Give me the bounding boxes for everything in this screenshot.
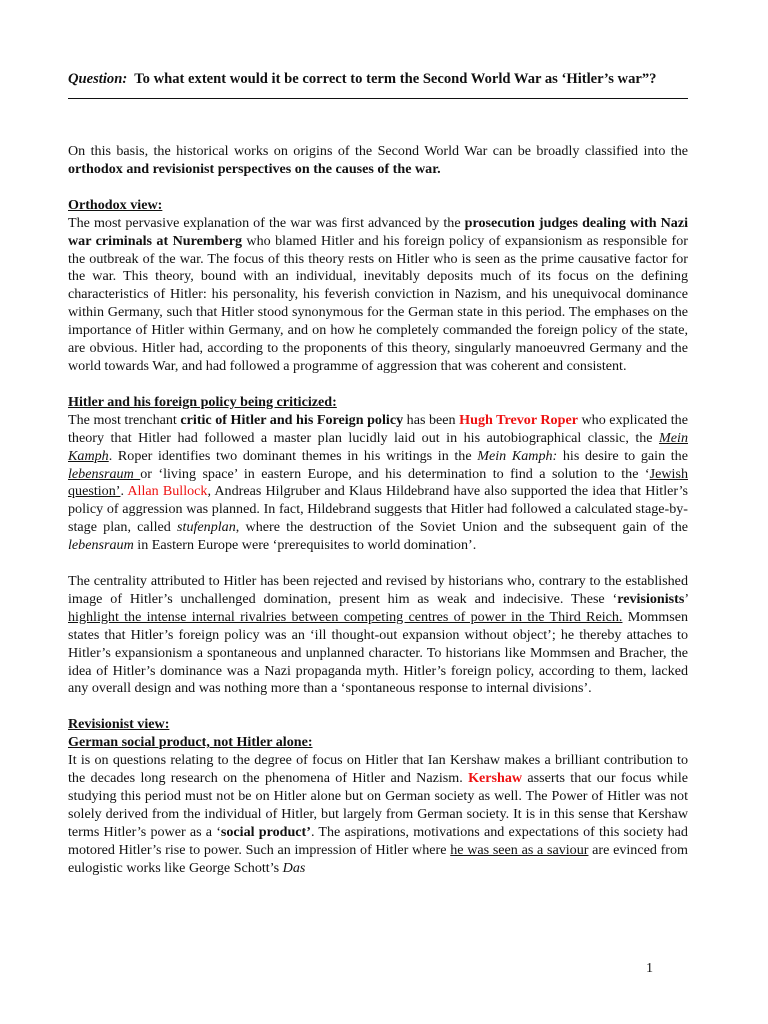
orthodox-text-cont: who blamed Hitler and his foreign policy of expansionism as responsible for the outbreak of the war. The focus of this theory rests on Hitler who is seen as the prime causative factor for the war. This theory, bound with an individual, inevitably deposits much of its focus on the defining characteristics of Hitler: his personality, his feverish conviction in Nazism, and his unequivocal dominance within Germany, such that Hitler stood synonymous for the German state in this period. The emphases on the importance of Hitler within Germany, and on how he completely commanded the foreign policy of the state, are obvious. Hitler had, according to the proponents of this theory, singularly manoeuvred Germany and the world towards War, and had followed a programme of aggression that was coherent and consistent.: [68, 232, 688, 374]
revisionist-section: [68, 716, 688, 877]
term-jewish-question: Jewish question’: [68, 465, 688, 500]
book-title-mein-kamph-italic: Mein Kamph:: [477, 447, 558, 464]
criticized-text: , Andreas Hilgruber and Klaus Hildebrand have also supported the idea that Hitler’s policy of aggression was planned. In fact, Hildebrand suggests that Hitler had followed a calculated stage-by-stage plan, called: [68, 483, 688, 536]
criticized-section: [68, 394, 688, 555]
term-revisionists: revisionists: [617, 590, 685, 607]
criticized-text: his desire to gain the: [557, 447, 688, 464]
page-number: 1: [646, 960, 654, 976]
intro-paragraph: [68, 143, 688, 179]
criticized-text: has been: [403, 411, 460, 428]
orthodox-text: The most pervasive explanation of the war was first advanced by the: [68, 214, 465, 231]
highlight-allan-bullock: Allan Bullock: [127, 483, 208, 500]
centrality-text: Mommsen states that Hitler’s foreign policy was an ‘ill thought-out expansion without object’; he thereby attaches to Hitler’s expansionism a spontaneous and unplanned character. To historians like Mommsen and Bracher, the idea of Hitler’s dominance was a Nazi propaganda myth. Hitler’s foreign policy, according to them, lacked any overall design and was nothing more than a ‘spontaneous response to internal divisions’.: [68, 608, 688, 697]
question-label: Question:: [68, 71, 128, 87]
orthodox-bold-text: prosecution judges dealing with Nazi war criminals at Nuremberg: [68, 214, 688, 249]
term-social-product: social product’: [220, 823, 311, 840]
intro-text: On this basis, the historical works on origins of the Second World War can be broadly classified into the: [68, 143, 688, 159]
term-stufenplan: stufenplan: [177, 519, 236, 536]
revisionist-heading: Revisionist view:: [68, 716, 170, 733]
revisionist-text: are evinced from eulogistic works like George Schott’s: [68, 841, 689, 876]
centrality-underlined-text: highlight the intense internal rivalries between competing centres of power in the Third Reich.: [68, 608, 623, 625]
criticized-text: or ‘living space’ in eastern Europe, and his determination to find a solution to the ‘: [140, 465, 650, 482]
criticized-text: , where the destruction of the Soviet Union and the subsequent gain of the: [235, 519, 689, 536]
revisionist-text: asserts that our focus while studying this period must not be on Hitler alone but on German society as well. The Power of Hitler was not solely derived from the individual of Hitler, but largely from German society. It is in this sense that Kershaw terms Hitler’s power as a ‘: [68, 770, 689, 840]
revisionist-underlined-text: he was seen as a saviour: [450, 841, 589, 858]
criticized-text: who explicated the theory that Hitler had followed a master plan lucidly laid out in his autobiographical classic, the: [68, 411, 688, 446]
criticized-heading: Hitler and his foreign policy being criticized:: [68, 393, 337, 410]
criticized-text: in Eastern Europe were ‘prerequisites to world domination’.: [133, 537, 477, 554]
revisionist-subheading: German social product, not Hitler alone:: [68, 734, 313, 751]
criticized-bold-text: critic of Hitler and his Foreign policy: [180, 411, 404, 428]
document-body: [68, 70, 688, 878]
centrality-text: The centrality attributed to Hitler has been rejected and revised by historians who, contrary to the established image of Hitler’s unchallenged domination, present him as weak and indecisive. These ‘: [68, 573, 688, 607]
term-lebensraum-italic: lebensraum: [68, 537, 134, 554]
book-title-mein-kamph: Mein Kamph: [68, 429, 688, 464]
revisionist-text: . The aspirations, motivations and expectations of this society had motored Hitler’s rise to power. Such an impression of Hitler where: [68, 823, 688, 858]
question-title: [68, 70, 688, 99]
term-lebensraum: lebensraum: [68, 465, 141, 482]
criticized-text: . Roper identifies two dominant themes in his writings in the: [108, 447, 478, 464]
question-text: To what extent would it be correct to term the Second World War as ‘Hitler’s war”?: [134, 71, 657, 87]
orthodox-heading: Orthodox view:: [68, 196, 163, 213]
orthodox-section: [68, 197, 688, 376]
intro-bold-text: orthodox and revisionist perspectives on the causes of the war.: [68, 160, 441, 177]
book-title-das: Das: [282, 859, 306, 876]
criticized-text: The most trenchant: [68, 411, 181, 428]
criticized-text: .: [120, 483, 128, 500]
highlight-kershaw: Kershaw: [468, 770, 523, 787]
centrality-paragraph: [68, 573, 688, 698]
highlight-trevor-roper: Hugh Trevor Roper: [459, 411, 578, 428]
centrality-text: ’: [684, 590, 688, 607]
revisionist-text: It is on questions relating to the degree of focus on Hitler that Ian Kershaw makes a brilliant contribution to the decades long research on the phenomena of Hitler and Nazism.: [68, 752, 688, 787]
